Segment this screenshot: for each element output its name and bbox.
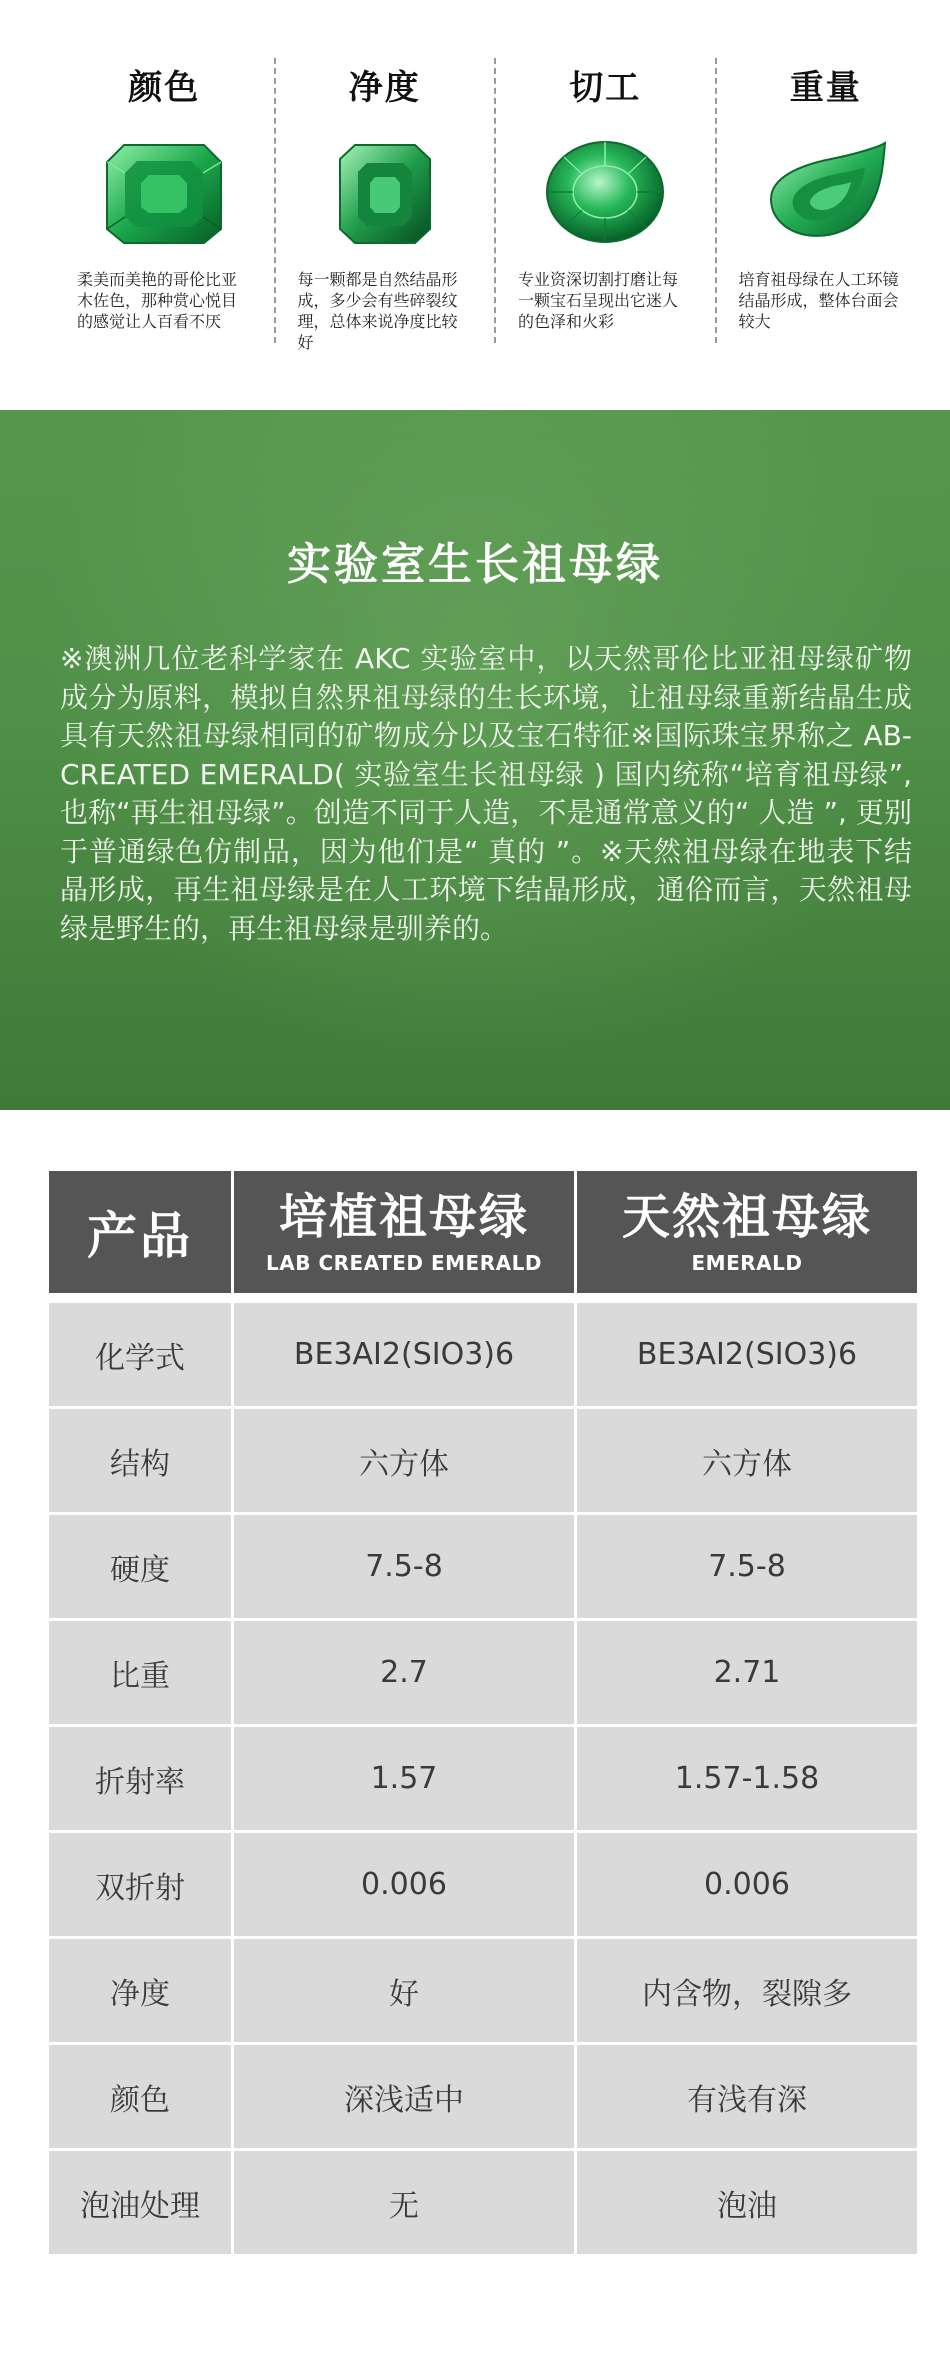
intro-banner: [0, 410, 950, 1110]
feature-description: 柔美而美艳的哥伦比亚木佐色，那种赏心悦目的感觉让人百看不厌: [77, 270, 238, 331]
header-natural-subtitle: EMERALD: [691, 1251, 803, 1275]
header-natural: [577, 1171, 917, 1293]
header-lab-subtitle: LAB CREATED EMERALD: [266, 1251, 542, 1275]
row-natural-value: 泡油: [577, 2151, 917, 2254]
row-lab-value: 7.5-8: [234, 1515, 574, 1618]
feature-description: 专业资深切割打磨让每一颗宝石呈现出它迷人的色泽和火彩: [518, 270, 679, 331]
features-strip: [55, 58, 935, 352]
feature-title: 颜色: [128, 68, 201, 108]
header-natural-title: 天然祖母绿: [621, 1189, 872, 1245]
header-lab-created: [234, 1171, 574, 1293]
emerald-cut-gem-icon: [99, 137, 229, 247]
pear-cut-gem-icon: [761, 137, 891, 247]
row-lab-value: BE3AI2(SIO3)6: [234, 1303, 574, 1406]
table-row: [49, 1727, 917, 1830]
table-row: [49, 2151, 917, 2254]
feature-description: 培育祖母绿在人工环镜结晶形成，整体台面会较大: [738, 270, 899, 331]
feature-cut: [494, 58, 715, 343]
table-header-row: [49, 1171, 917, 1293]
feature-weight: [715, 58, 936, 343]
row-lab-value: 深浅适中: [234, 2045, 574, 2148]
row-label: 硬度: [49, 1515, 231, 1618]
table-row: [49, 1303, 917, 1406]
row-lab-value: 无: [234, 2151, 574, 2254]
table-row: [49, 1621, 917, 1724]
feature-title: 切工: [569, 68, 642, 108]
table-row: [49, 1409, 917, 1512]
table-row: [49, 2045, 917, 2148]
row-natural-value: 0.006: [577, 1833, 917, 1936]
spacer-cell: [49, 1296, 917, 1300]
row-label: 颜色: [49, 2045, 231, 2148]
comparison-table: [46, 1168, 920, 2257]
row-label: 比重: [49, 1621, 231, 1724]
row-lab-value: 0.006: [234, 1833, 574, 1936]
row-label: 结构: [49, 1409, 231, 1512]
table-spacer: [49, 1296, 917, 1300]
row-lab-value: 六方体: [234, 1409, 574, 1512]
header-product: [49, 1171, 231, 1293]
row-natural-value: 内含物，裂隙多: [577, 1939, 917, 2042]
oval-cut-gem-icon: [540, 137, 670, 247]
row-natural-value: 六方体: [577, 1409, 917, 1512]
feature-title: 重量: [789, 68, 862, 108]
row-label: 双折射: [49, 1833, 231, 1936]
table-row: [49, 1515, 917, 1618]
row-natural-value: 1.57-1.58: [577, 1727, 917, 1830]
row-lab-value: 1.57: [234, 1727, 574, 1830]
header-lab-title: 培植祖母绿: [278, 1189, 529, 1245]
table-row: [49, 1939, 917, 2042]
row-label: 泡油处理: [49, 2151, 231, 2254]
banner-title: 实验室生长祖母绿: [287, 539, 663, 590]
row-label: 化学式: [49, 1303, 231, 1406]
row-natural-value: 2.71: [577, 1621, 917, 1724]
row-natural-value: BE3AI2(SIO3)6: [577, 1303, 917, 1406]
header-product-label: 产品: [87, 1207, 193, 1265]
row-label: 折射率: [49, 1727, 231, 1830]
table-row: [49, 1833, 917, 1936]
row-label: 净度: [49, 1939, 231, 2042]
row-lab-value: 2.7: [234, 1621, 574, 1724]
feature-description: 每一颗都是自然结晶形成，多少会有些碎裂纹理，总体来说净度比较好: [297, 270, 458, 352]
feature-color: [55, 58, 274, 343]
banner-text: ※澳洲几位老科学家在 AKC 实验室中，以天然哥伦比亚祖母绿矿物成分为原料，模拟自然界祖母绿的生长环境，让祖母绿重新结晶生成具有天然祖母绿相同的矿物成分以及宝石特征※国际珠宝界称之 AB- CREATED EMERALD( 实验室生长祖母绿 ) 国内统称“培育祖母绿”,也称“再生祖母绿”。创造不同于人造，不是通常意义的“ 人造 ”, 更别于普通绿色仿制品，因为他们是“ 真的 ”。※天然祖母绿在地表下结晶形成，再生祖母绿是在人工环境下结晶形成，通俗而言，天然祖母绿是野生的，再生祖母绿是驯养的。: [60, 642, 912, 945]
feature-clarity: [274, 58, 495, 352]
row-natural-value: 7.5-8: [577, 1515, 917, 1618]
square-cut-gem-icon: [320, 137, 450, 247]
feature-title: 净度: [348, 68, 421, 108]
row-lab-value: 好: [234, 1939, 574, 2042]
row-natural-value: 有浅有深: [577, 2045, 917, 2148]
